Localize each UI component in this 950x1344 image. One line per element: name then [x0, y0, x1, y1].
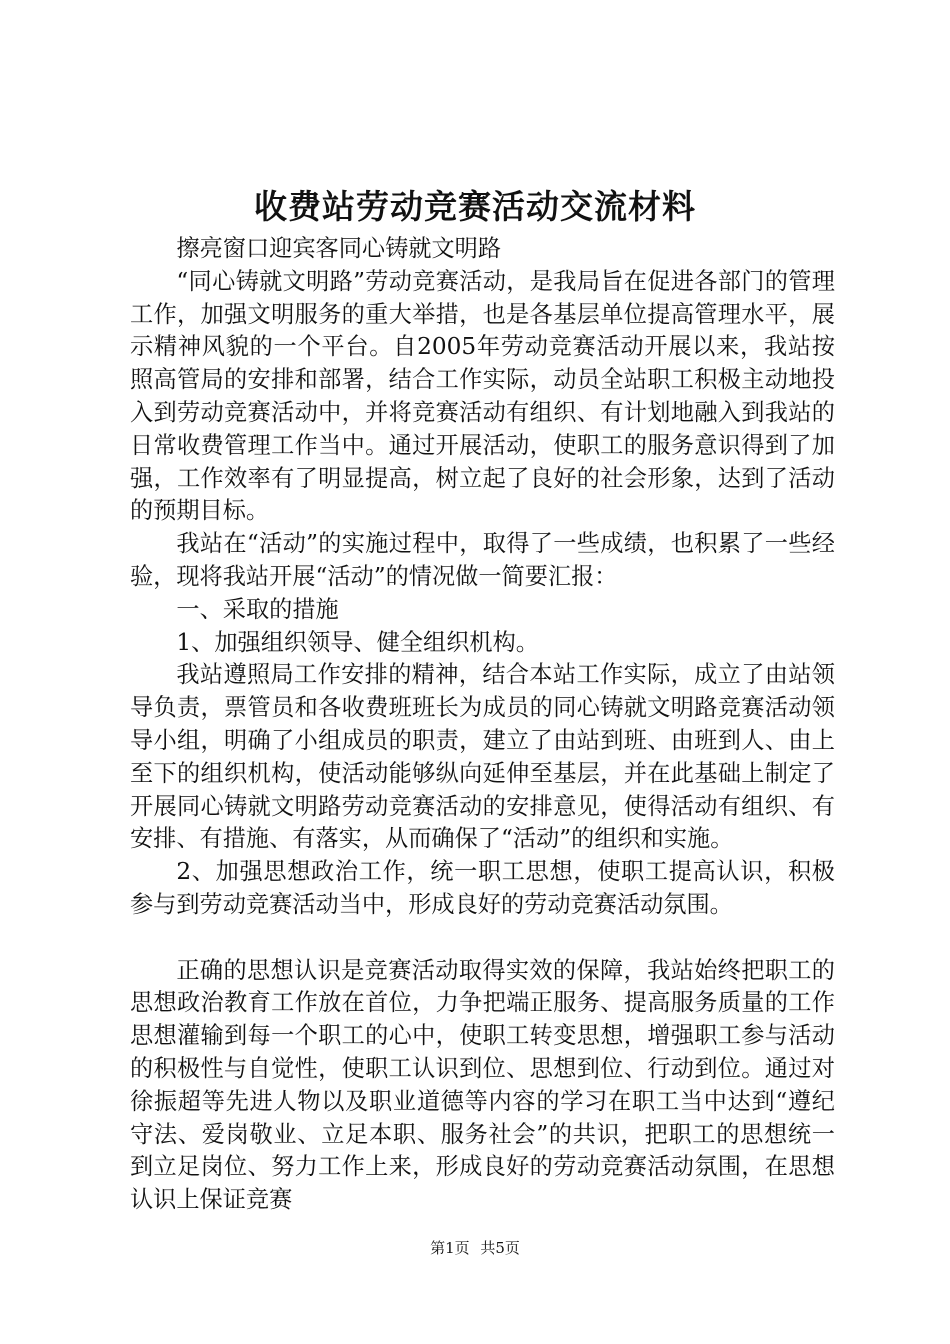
- subsection-heading: 2、加强思想政治工作，统一职工思想，使职工提高认识，积极参与到劳动竞赛活动当中，形成良好的劳动竞赛活动氛围。: [130, 858, 835, 918]
- subsection-heading: 1、加强组织领导、健全组织机构。: [176, 628, 539, 656]
- section-heading: 一、采取的措施: [176, 595, 339, 623]
- page-number-total: 共5页: [480, 1239, 520, 1257]
- page-number-current: 第1页: [430, 1239, 470, 1257]
- document-title: 收费站劳动竞赛活动交流材料: [254, 187, 696, 226]
- body-paragraph: 正确的思想认识是竞赛活动取得实效的保障，我站始终把职工的思想政治教育工作放在首位，力争把端正服务、提高服务质量的工作思想灌输到每一个职工的心中，使职工转变思想，增强职工参与活动的积极性与自觉性，使职工认识到位、思想到位、行动到位。通过对徐振超等先进人物以及职业道德等内容的学习在职工当中达到“遵纪守法、爱岗敬业、立足本职、服务社会”的共识，把职工的思想统一到立足岗位、努力工作上来，形成良好的劳动竞赛活动氛围，在思想认识上保证竞赛: [130, 956, 835, 1214]
- page-footer: [0, 1237, 950, 1259]
- body-paragraph: 我站遵照局工作安排的精神，结合本站工作实际，成立了由站领导负责，票管员和各收费班班长为成员的同心铸就文明路竞赛活动领导小组，明确了小组成员的职责，建立了由站到班、由班到人、由上至下的组织机构，使活动能够纵向延伸至基层，并在此基础上制定了开展同心铸就文明路劳动竞赛活动的安排意见，使得活动有组织、有安排、有措施、有落实，从而确保了“活动”的组织和实施。: [130, 661, 835, 853]
- body-paragraph: “同心铸就文明路”劳动竞赛活动，是我局旨在促进各部门的管理工作，加强文明服务的重大举措，也是各基层单位提高管理水平，展示精神风貌的一个平台。自2005年劳动竞赛活动开展以来，我站按照高管局的安排和部署，结合工作实际，动员全站职工积极主动地投入到劳动竞赛活动中，并将竞赛活动有组织、有计划地融入到我站的日常收费管理工作当中。通过开展活动，使职工的服务意识得到了加强，工作效率有了明显提高，树立起了良好的社会形象，达到了活动的预期目标。: [130, 267, 835, 525]
- document-body: [130, 233, 835, 1217]
- body-paragraph: 我站在“活动”的实施过程中，取得了一些成绩，也积累了一些经验，现将我站开展“活动”的情况做一简要汇报：: [130, 530, 835, 590]
- subtitle-paragraph: 擦亮窗口迎宾客同心铸就文明路: [176, 235, 502, 262]
